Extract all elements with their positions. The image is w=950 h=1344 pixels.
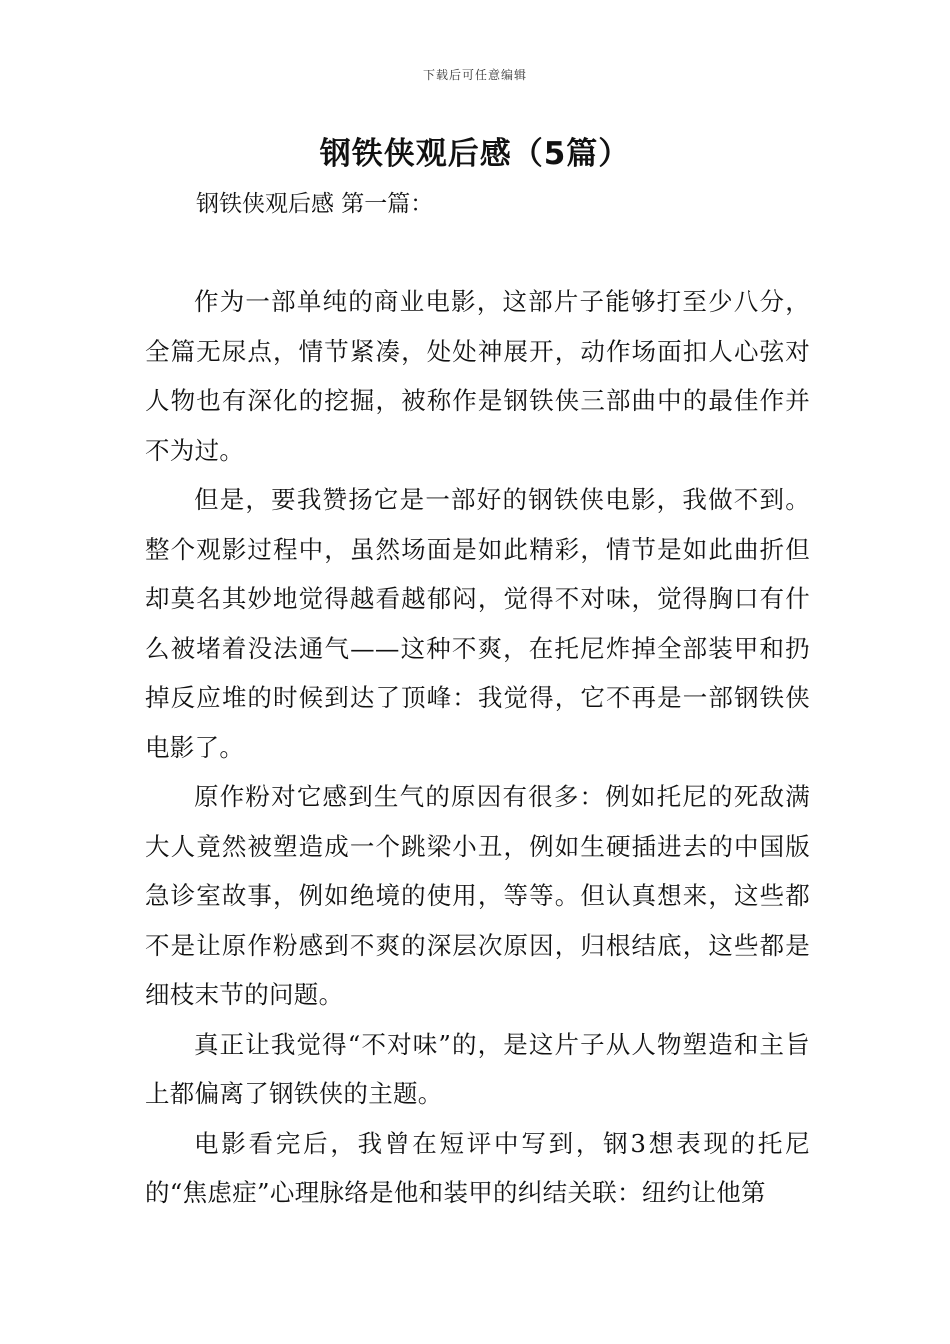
paragraph-5: 电影看完后，我曾在短评中写到，钢3想表现的托尼的“焦虑症”心理脉络是他和装甲的纠结关联：纽约让他第: [145, 1128, 810, 1207]
section-heading: 钢铁侠观后感 第一篇：: [196, 191, 434, 217]
paragraph-4: 真正让我觉得“不对味”的，是这片子从人物塑造和主旨上都偏离了钢铁侠的主题。: [145, 1029, 810, 1108]
paragraph-3: 原作粉对它感到生气的原因有很多：例如托尼的死敌满大人竟然被塑造成一个跳梁小丑，例如生硬插进去的中国版急诊室故事，例如绝境的使用，等等。但认真想来，这些都不是让原作粉感到不爽的深层次原因，归根结底，这些都是细枝末节的问题。: [145, 782, 810, 1009]
document-title: 钢铁侠观后感（5篇）: [319, 136, 631, 172]
body-text: [145, 277, 810, 1218]
header-note: 下载后可任意编辑: [422, 68, 527, 82]
paragraph-1: 作为一部单纯的商业电影，这部片子能够打至少八分，全篇无尿点，情节紧凑，处处神展开，动作场面扣人心弦对人物也有深化的挖掘，被称作是钢铁侠三部曲中的最佳作并不为过。: [145, 287, 810, 465]
paragraph-2: 但是，要我赞扬它是一部好的钢铁侠电影，我做不到。整个观影过程中，虽然场面是如此精彩，情节是如此曲折但却莫名其妙地觉得越看越郁闷，觉得不对味，觉得胸口有什么被堵着没法通气——这种不爽，在托尼炸掉全部装甲和扔掉反应堆的时候到达了顶峰：我觉得，它不再是一部钢铁侠电影了。: [145, 485, 810, 762]
